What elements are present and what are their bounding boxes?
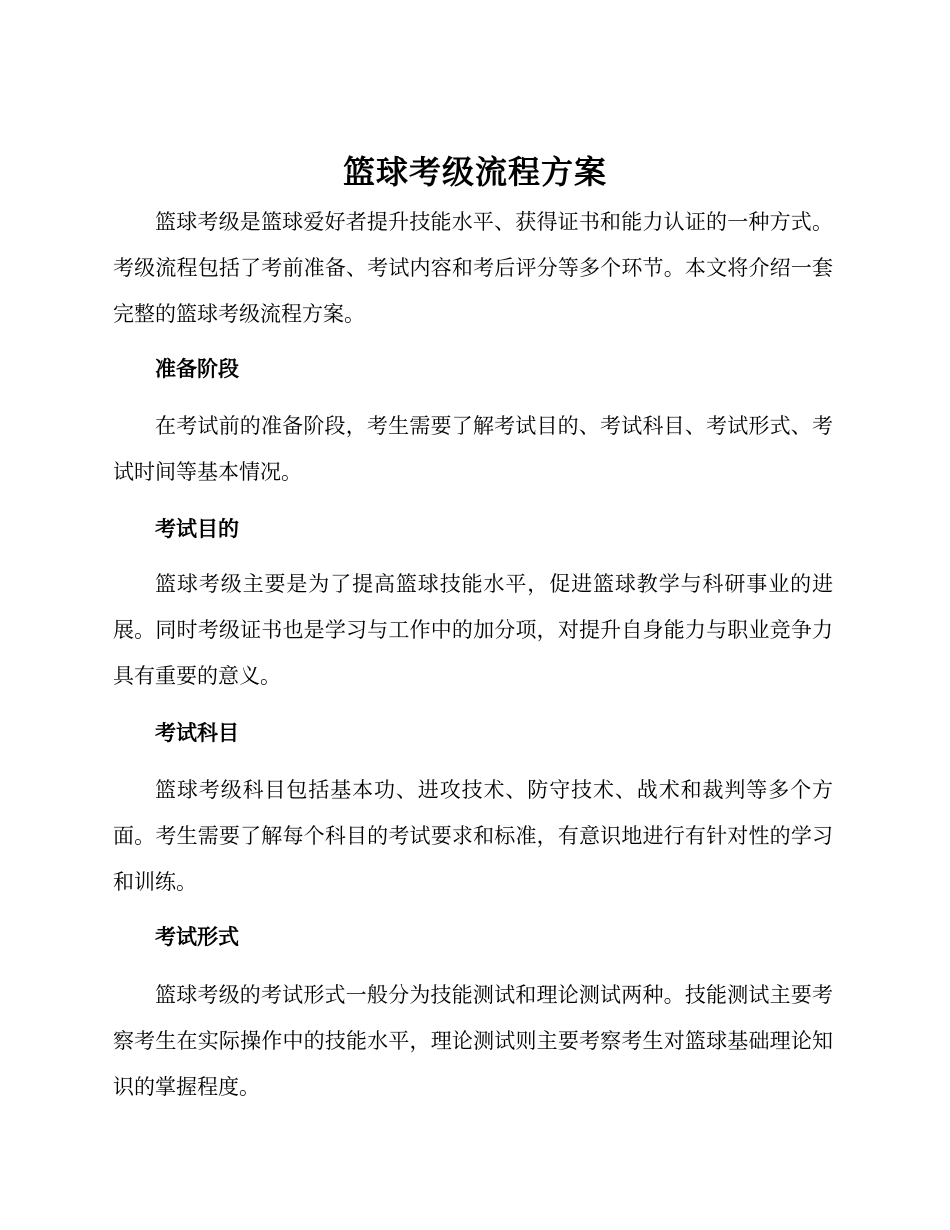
section-body-subjects: 篮球考级科目包括基本功、进攻技术、防守技术、战术和裁判等多个方面。考生需要了解每个科目的考试要求和标准，有意识地进行有针对性的学习和训练。 xyxy=(113,778,833,894)
intro-paragraph: 篮球考级是篮球爱好者提升技能水平、获得证书和能力认证的一种方式。考级流程包括了考前准备、考试内容和考后评分等多个环节。本文将介绍一套完整的篮球考级流程方案。 xyxy=(113,210,833,326)
section-body-preparation: 在考试前的准备阶段，考生需要了解考试目的、考试科目、考试形式、考试时间等基本情况。 xyxy=(113,414,833,484)
section-body-purpose: 篮球考级主要是为了提高篮球技能水平，促进篮球教学与科研事业的进展。同时考级证书也是学习与工作中的加分项，对提升自身能力与职业竞争力具有重要的意义。 xyxy=(113,572,833,688)
section-heading-purpose: 考试目的 xyxy=(155,517,239,541)
section-heading-subjects: 考试科目 xyxy=(155,721,239,745)
section-body-format: 篮球考级的考试形式一般分为技能测试和理论测试两种。技能测试主要考察考生在实际操作中的技能水平，理论测试则主要考察考生对篮球基础理论知识的掌握程度。 xyxy=(113,983,833,1099)
section-heading-preparation: 准备阶段 xyxy=(155,357,239,381)
document-title: 篮球考级流程方案 xyxy=(342,153,607,191)
section-heading-format: 考试形式 xyxy=(155,925,239,949)
